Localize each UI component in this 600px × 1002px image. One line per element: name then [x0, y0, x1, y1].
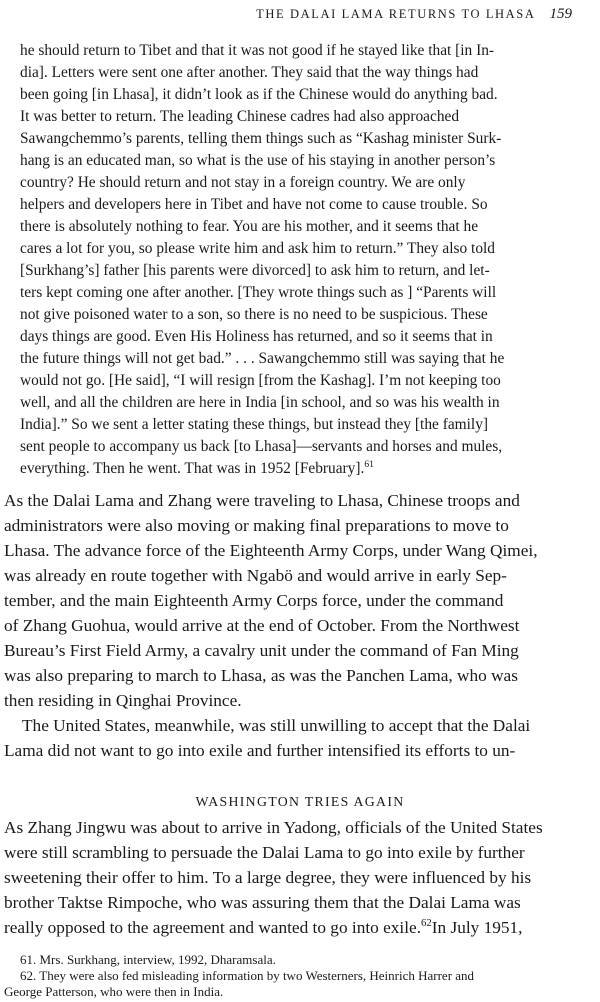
quote-line: hang is an educated man, so what is the use of his staying in another person’s [20, 152, 496, 169]
body-line: Lhasa. The advance force of the Eighteenth Army Corps, under Wang Qimei, [4, 541, 538, 560]
body-line: of Zhang Guohua, would arrive at the end of October. From the Northwest [4, 616, 520, 635]
footnote-62-continued: George Patterson, who were then in India. [4, 984, 224, 999]
quote-line: ters kept coming one after another. [They wrote things such as ] “Parents will [20, 284, 497, 301]
body-line: was already en route together with Ngabö and would arrive in early Sep- [4, 566, 507, 585]
body-line: brother Taktse Rimpoche, who was assuring them that the Dalai Lama was [4, 893, 521, 912]
quote-line: dia]. Letters were sent one after another. They said that the way things had [20, 64, 479, 81]
quote-line-last [20, 460, 374, 478]
body-line: Bureau’s First Field Army, a cavalry unit under the command of Fan Ming [4, 641, 519, 660]
body-line: As the Dalai Lama and Zhang were traveling to Lhasa, Chinese troops and [4, 491, 520, 510]
body-line: administrators were also moving or making final preparations to move to [4, 516, 509, 535]
body-line-tail: In July 1951, [431, 918, 523, 937]
body-line: Lama did not want to go into exile and further intensified its efforts to un- [4, 741, 516, 760]
quote-line: the future things will not get bad.” . . . Sawangchemmo still was saying that he [20, 350, 505, 367]
body-line: As Zhang Jingwu was about to arrive in Yadong, officials of the United States [4, 818, 543, 837]
quote-line: India].” So we sent a letter stating these things, but instead they [the family] [20, 416, 489, 433]
quote-line: [Surkhang’s] father [his parents were divorced] to ask him to return, and let- [20, 262, 490, 279]
body-line: were still scrambling to persuade the Dalai Lama to go into exile by further [4, 843, 525, 862]
quote-line: he should return to Tibet and that it was not good if he stayed like that [in In- [20, 42, 495, 59]
body-line: then residing in Qinghai Province. [4, 691, 242, 710]
footnote-ref-61[interactable]: 61 [364, 458, 374, 470]
running-head [60, 6, 572, 23]
quote-line: It was better to return. The leading Chinese cadres had also approached [20, 108, 460, 125]
quote-line: not give poisoned water to a son, so there is no need to be suspicious. These [20, 306, 488, 323]
quote-line: Sawangchemmo’s parents, telling them things such as “Kashag minister Surk- [20, 130, 502, 147]
running-head-title: THE DALAI LAMA RETURNS TO LHASA [256, 7, 536, 21]
body-line: tember, and the main Eighteenth Army Corps force, under the command [4, 591, 504, 610]
body-line: sweetening their offer to him. To a large degree, they were influenced by his [4, 868, 532, 887]
footnote-62: 62. They were also fed misleading information by two Westerners, Heinrich Harrer and [20, 968, 475, 983]
body-line-text: really opposed to the agreement and wanted to go into exile. [4, 918, 422, 937]
footnote-ref-62[interactable]: 62 [421, 917, 432, 930]
page-number: 159 [549, 6, 572, 22]
quote-line: helpers and developers here in Tibet and have not come to cause trouble. So [20, 196, 488, 213]
quote-line: days things are good. Even His Holiness has returned, and so it seems that in [20, 328, 493, 345]
quote-line: been going [in Lhasa], it didn’t look as if the Chinese would do anything bad. [20, 86, 498, 103]
quote-line: country? He should return and not stay in a foreign country. We are only [20, 174, 466, 191]
quote-line: cares a lot for you, so please write him and ask him to return.” They also told [20, 240, 495, 257]
quote-line: sent people to accompany us back [to Lhasa]—servants and horses and mules, [20, 438, 503, 455]
body-line: was also preparing to march to Lhasa, as was the Panchen Lama, who was [4, 666, 518, 685]
section-heading: WASHINGTON TRIES AGAIN [195, 794, 405, 809]
quote-line: well, and all the children are here in India [in school, and so was his wealth in [20, 394, 500, 411]
quote-line-text: everything. Then he went. That was in 1952 [February]. [20, 460, 365, 477]
quote-line: there is absolutely nothing to fear. You are his mother, and it seems that he [20, 218, 479, 235]
body-line-last [4, 918, 522, 938]
footnote-61: 61. Mrs. Surkhang, interview, 1992, Dharamsala. [20, 952, 276, 967]
body-line: The United States, meanwhile, was still unwilling to accept that the Dalai [22, 716, 531, 735]
quote-line: would not go. [He said], “I will resign [from the Kashag]. I’m not keeping too [20, 372, 501, 389]
